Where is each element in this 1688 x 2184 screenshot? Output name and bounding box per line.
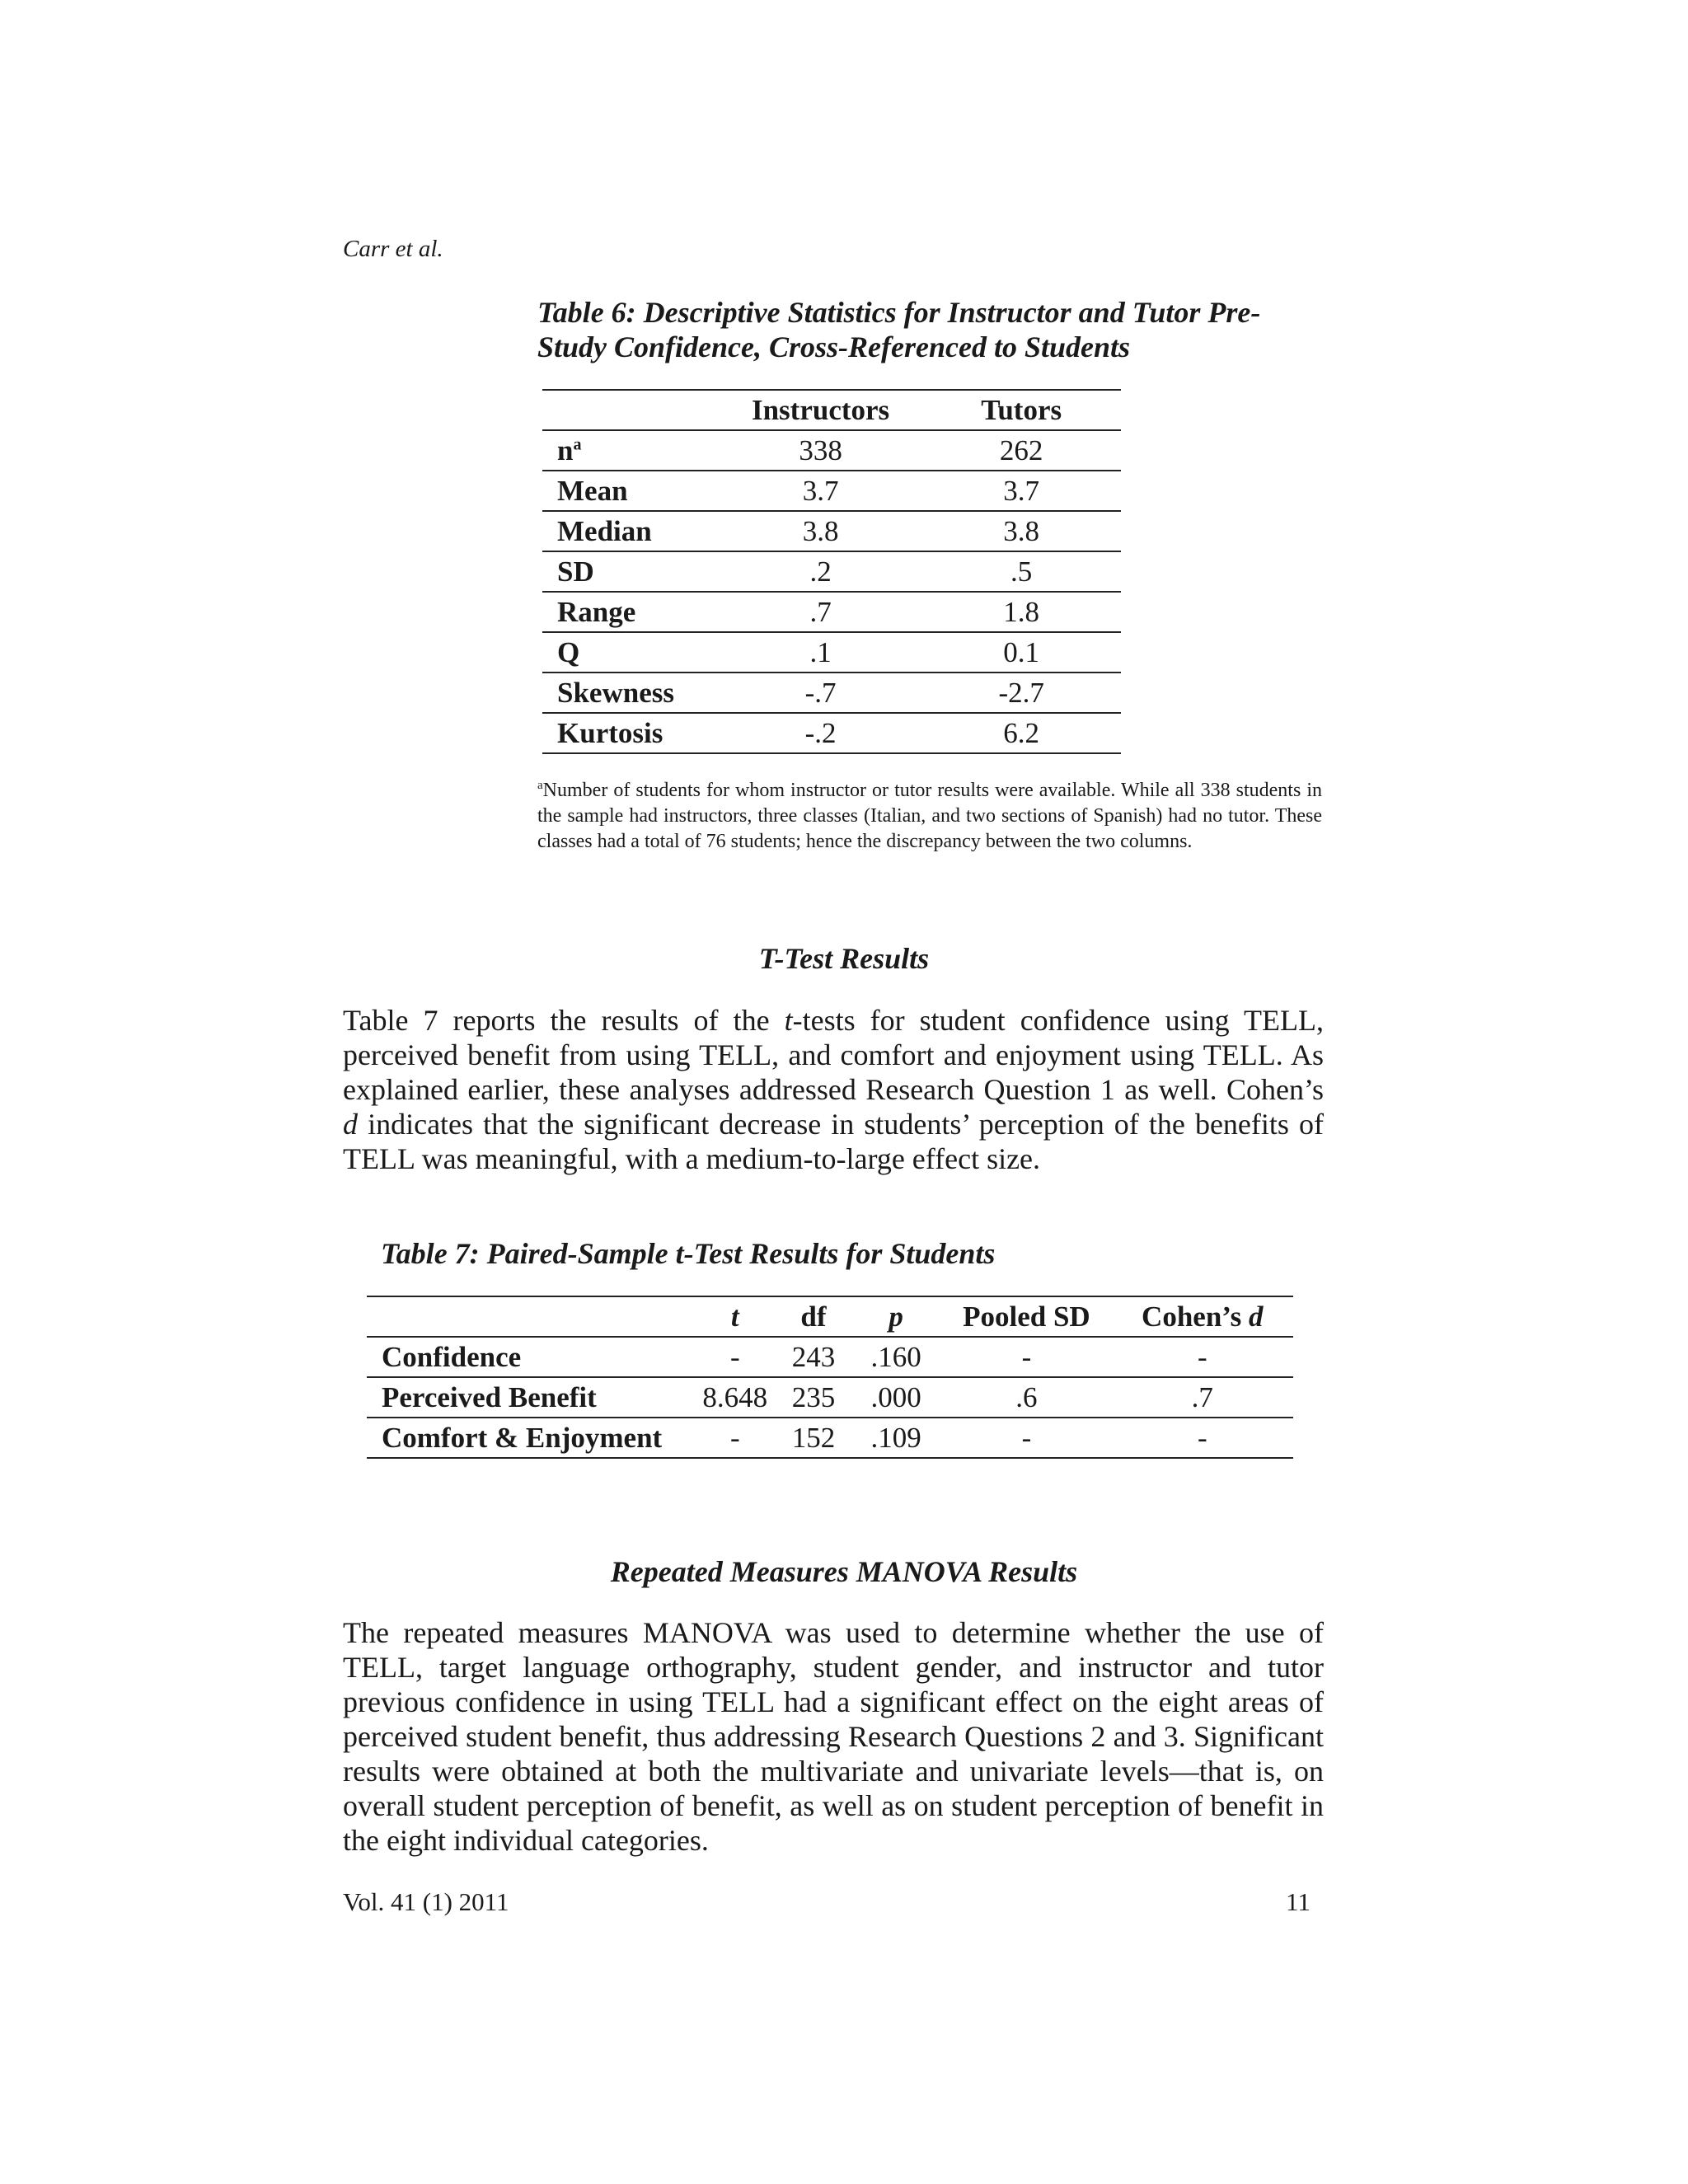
footnote-marker: a [537,779,543,792]
table7-header-p: p [851,1296,941,1337]
cell-tutors: 3.7 [921,471,1121,511]
table-row [542,592,1121,632]
cell-tutors: 1.8 [921,592,1121,632]
table7-header-empty [367,1296,694,1337]
cell-df: 152 [776,1418,851,1458]
table6-header-row [542,390,1121,430]
table6-caption [537,295,1329,364]
row-label: Mean [542,471,720,511]
cell-instructors: .7 [720,592,921,632]
cell-t: - [694,1418,776,1458]
cell-t: - [694,1337,776,1377]
table-row [542,713,1121,753]
cell-cohens-d: - [1112,1337,1293,1377]
row-label: Q [542,632,720,673]
table6-header-empty [542,390,720,430]
ttest-heading: T-Test Results [758,942,930,975]
table6-caption-line1: Table 6: Descriptive Statistics for Instructor and Tutor Pre- [537,296,1261,329]
cell-t: 8.648 [694,1377,776,1418]
table7-header-df: df [776,1296,851,1337]
table6 [542,389,1121,754]
table-row [542,632,1121,673]
cell-instructors: .1 [720,632,921,673]
table-row [367,1418,1293,1458]
cell-pooled-sd: - [941,1418,1111,1458]
cell-df: 235 [776,1377,851,1418]
para-text: Table 7 reports the results of the [343,1004,785,1037]
row-label: Skewness [542,673,720,713]
cell-instructors: 3.8 [720,511,921,551]
table6-caption-line2: Study Confidence, Cross-Referenced to Students [537,330,1131,363]
cell-cohens-d: - [1112,1418,1293,1458]
cell-tutors: 3.8 [921,511,1121,551]
cell-instructors: .2 [720,551,921,592]
para-italic-d: d [343,1108,358,1141]
cell-instructors: 338 [720,430,921,471]
cell-tutors: 0.1 [921,632,1121,673]
cell-df: 243 [776,1337,851,1377]
manova-heading: Repeated Measures MANOVA Results [610,1555,1078,1588]
cohen-label: Cohen’s [1142,1300,1250,1333]
cell-pooled-sd: .6 [941,1377,1111,1418]
table-row [542,430,1121,471]
n-superscript: a [573,434,582,453]
row-label: Comfort & Enjoyment [367,1418,694,1458]
table-row [367,1337,1293,1377]
footer-volume: Vol. 41 (1) 2011 [343,1887,509,1916]
para-text: -tests for student confidence using TELL, perceived benefit from using TELL, and comfort and enjoyment using TELL. As explained earlier, these analyses addressed Research Question 1 as well. Cohen’s [343,1004,1324,1106]
row-label: Confidence [367,1337,694,1377]
cell-cohens-d: .7 [1112,1377,1293,1418]
table-row [542,551,1121,592]
cell-p: .000 [851,1377,941,1418]
cell-instructors: -.2 [720,713,921,753]
table-row [542,471,1121,511]
table6-header-tutors: Tutors [921,390,1121,430]
cell-tutors: 262 [921,430,1121,471]
footer-page-number: 11 [1286,1887,1311,1916]
cell-tutors: .5 [921,551,1121,592]
para-italic-t: t [784,1004,793,1037]
table7-caption: Table 7: Paired-Sample t-Test Results for Students [381,1237,996,1270]
table-row [542,511,1121,551]
cell-tutors: -2.7 [921,673,1121,713]
row-label: Perceived Benefit [367,1377,694,1418]
cell-instructors: 3.7 [720,471,921,511]
table-row [367,1377,1293,1418]
table7-header-pooled-sd: Pooled SD [941,1296,1111,1337]
table7-header-row [367,1296,1293,1337]
table6-header-instructors: Instructors [720,390,921,430]
table6-footnote [537,778,1322,855]
row-label: SD [542,551,720,592]
row-label: Median [542,511,720,551]
ttest-paragraph [343,1003,1324,1176]
table-row [542,673,1121,713]
table7-header-t: t [694,1296,776,1337]
footnote-text: Number of students for whom instructor or tutor results were available. While all 338 students in the sample had instructors, three classes (Italian, and two sections of Spanish) had no tutor. These classes had a total of 76 students; hence the discrepancy between the two columns. [537,780,1322,852]
cell-pooled-sd: - [941,1337,1111,1377]
para-text: indicates that the significant decrease in students’ perception of the benefits of TELL was meaningful, with a medium-to-large effect size. [343,1108,1324,1175]
running-head: Carr et al. [343,236,443,262]
cell-p: .109 [851,1418,941,1458]
cohen-d-label: d [1249,1300,1264,1333]
row-label: Kurtosis [542,713,720,753]
manova-paragraph: The repeated measures MANOVA was used to determine whether the use of TELL, target language orthography, student gender, and instructor and tutor previous confidence in using TELL had a significant effect on the eight areas of perceived student benefit, thus addressing Research Questions 2 and 3. Significant results were obtained at both the multivariate and univariate levels—that is, on overall student perception of benefit, as well as on student perception of benefit in the eight individual categories. [343,1616,1324,1857]
table7-header-cohens-d [1112,1296,1293,1337]
row-label [542,430,720,471]
table7 [367,1296,1293,1459]
row-label: Range [542,592,720,632]
cell-tutors: 6.2 [921,713,1121,753]
cell-p: .160 [851,1337,941,1377]
n-label: n [557,434,574,466]
cell-instructors: -.7 [720,673,921,713]
